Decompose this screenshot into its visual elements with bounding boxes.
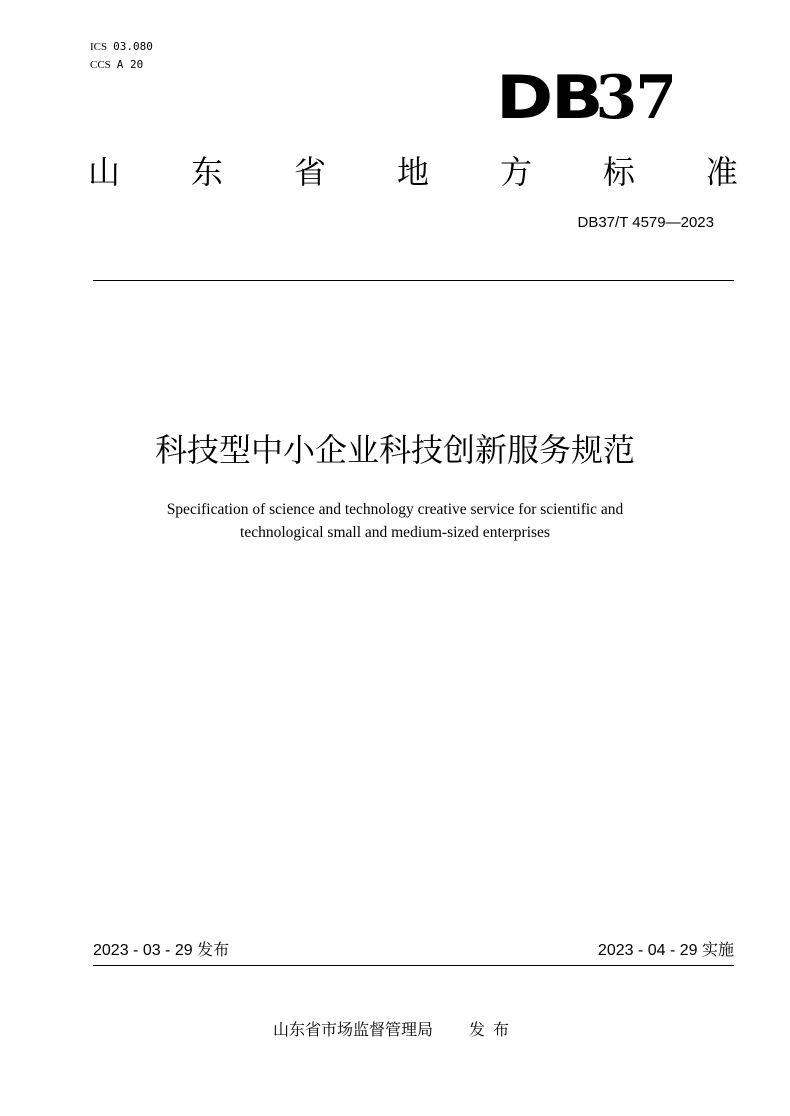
ics-label: ICS <box>90 41 108 53</box>
logo-letters: DB <box>496 63 602 133</box>
ics-code: 03.080 <box>113 40 153 53</box>
title-en-line: Specification of science and technology creative service for scientific and <box>166 501 624 518</box>
publisher-verb: 发布 <box>469 1020 518 1039</box>
publisher-name: 山东省市场监督管理局 <box>272 1020 433 1039</box>
standard-type-char: 准 <box>705 153 738 191</box>
standard-type-char: 标 <box>602 153 635 191</box>
standard-type-char: 地 <box>396 153 429 191</box>
db37-logo <box>496 62 675 134</box>
standard-type-char: 东 <box>190 153 223 191</box>
ccs-label: CCS <box>90 59 111 71</box>
ccs-line <box>90 56 153 74</box>
ccs-code: A 20 <box>116 58 144 71</box>
ics-line <box>90 38 153 56</box>
release-date: 2023 - 03 - 29 发布 <box>93 942 230 959</box>
standard-type-char: 省 <box>293 153 326 191</box>
top-divider <box>93 280 734 281</box>
title-en-line: technological small and medium-sized enterprises <box>240 524 550 541</box>
implement-date: 2023 - 04 - 29 实施 <box>597 942 734 959</box>
standard-number: DB37/T 4579—2023 <box>577 214 714 231</box>
publisher <box>0 1018 790 1042</box>
standard-type-title <box>88 150 738 194</box>
bottom-divider <box>93 965 734 966</box>
logo-number: 37 <box>595 63 676 133</box>
standard-type-char: 山 <box>88 153 121 191</box>
document-title-zh: 科技型中小企业科技创新服务规范 <box>154 431 635 469</box>
date-row <box>93 940 734 962</box>
document-title-en <box>0 498 790 544</box>
classification-block <box>90 38 153 74</box>
standard-type-char: 方 <box>499 153 532 191</box>
